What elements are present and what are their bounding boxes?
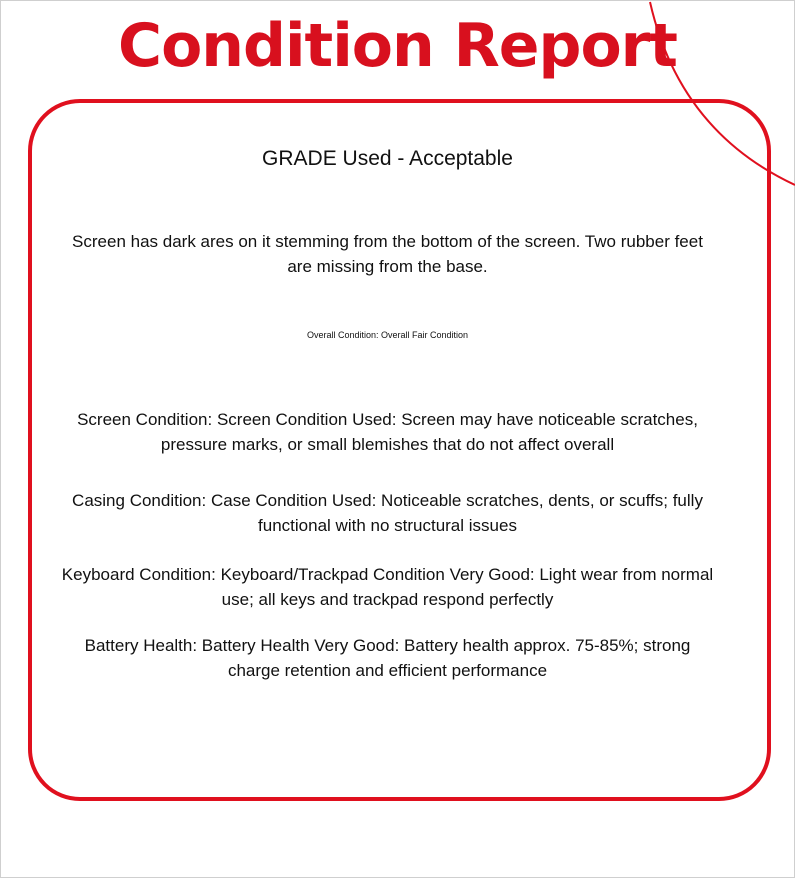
report-title: Condition Report xyxy=(118,11,677,81)
overall-condition: Overall Condition: Overall Fair Condition xyxy=(306,330,469,340)
casing-condition: Casing Condition: Case Condition Used: Noticeable scratches, dents, or scuffs; fully functional with no structural issues xyxy=(72,491,703,535)
battery-health: Battery Health: Battery Health Very Good: Battery health approx. 75-85%; strong charge retention and efficient performance xyxy=(84,636,691,680)
grade-label: GRADE Used - Acceptable xyxy=(262,147,513,170)
screen-condition: Screen Condition: Screen Condition Used: Screen may have noticeable scratches, pressure marks, or small blemishes that do not affect overall xyxy=(77,410,698,454)
condition-description: Screen has dark ares on it stemming from the bottom of the screen. Two rubber feet are missing from the base. xyxy=(72,232,703,276)
keyboard-condition: Keyboard Condition: Keyboard/Trackpad Condition Very Good: Light wear from normal use; all keys and trackpad respond perfectly xyxy=(61,565,714,609)
